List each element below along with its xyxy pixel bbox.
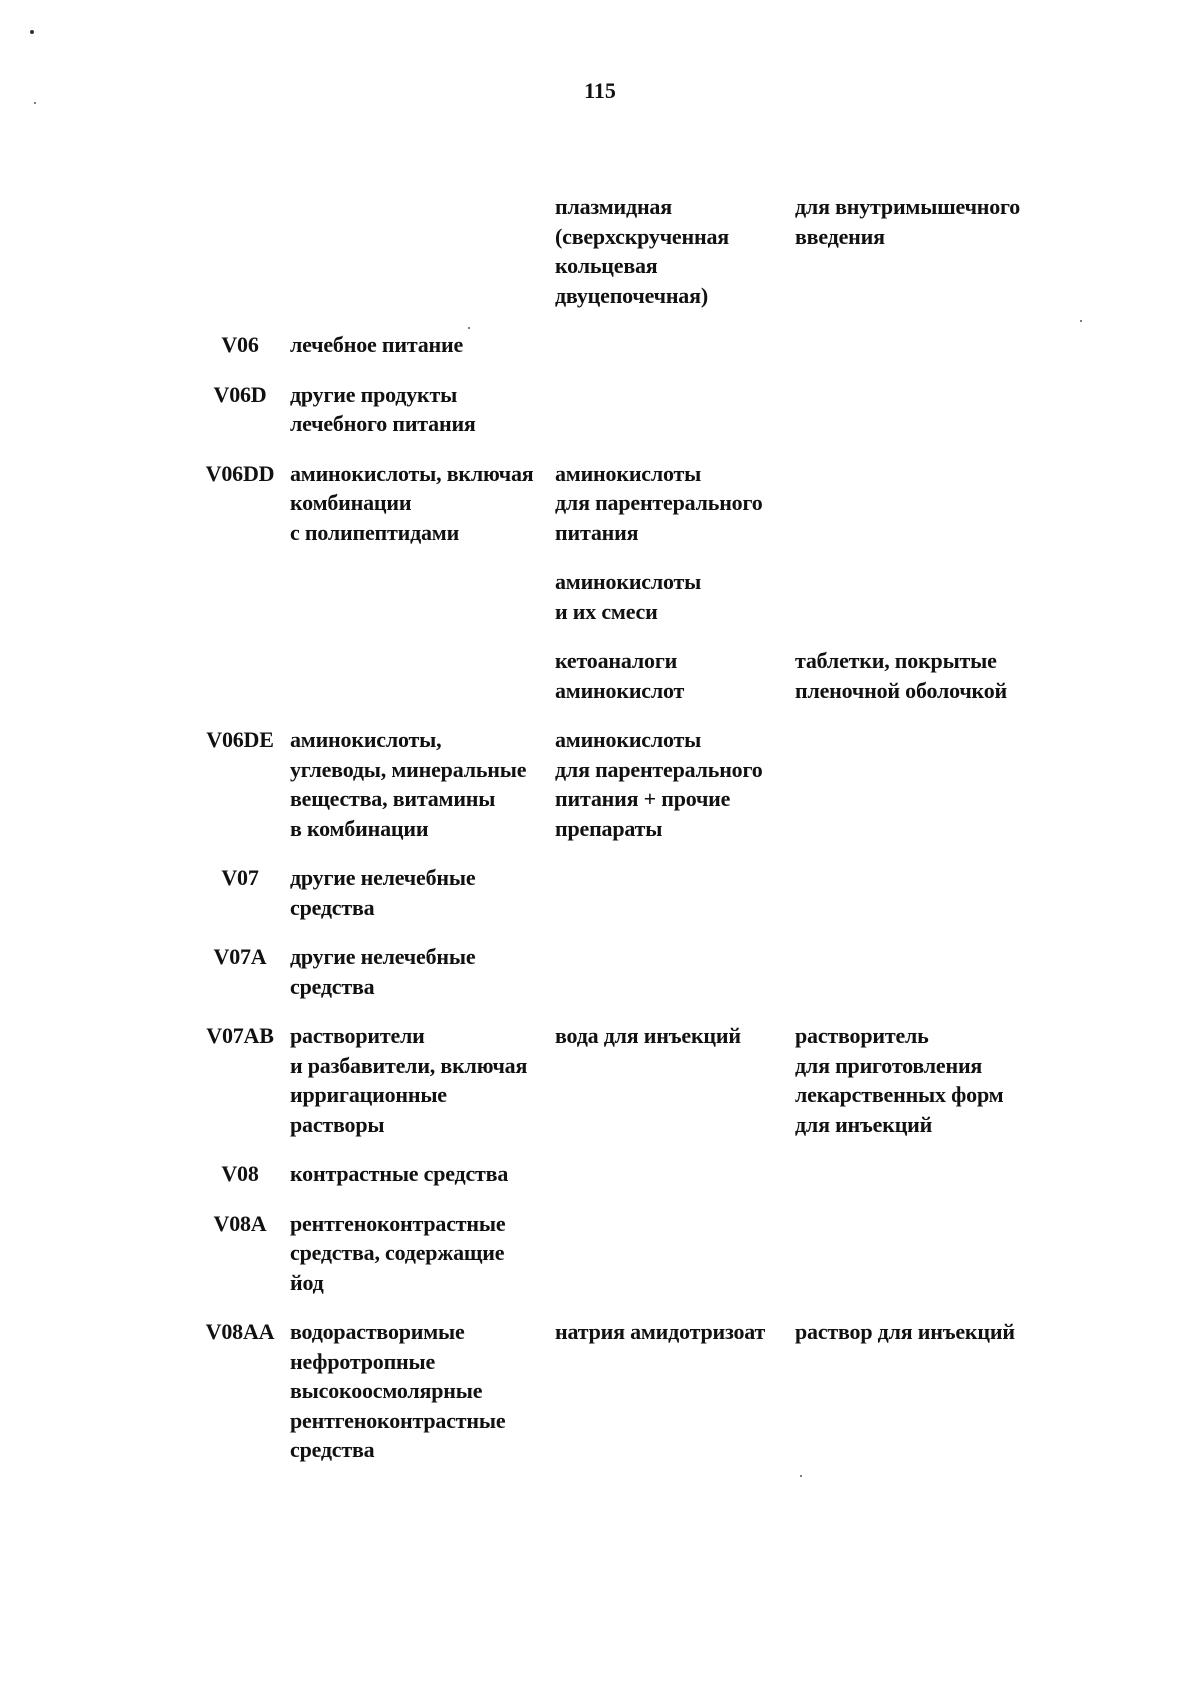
atc-code: V07A bbox=[213, 944, 267, 969]
drug-name: аминокислоты для парентерального питания + прочие препараты bbox=[555, 727, 763, 841]
table-row bbox=[190, 863, 1050, 922]
table-row bbox=[190, 567, 1050, 626]
dosage-form: таблетки, покрытые пленочной оболочкой bbox=[795, 648, 1008, 703]
drug-name: аминокислоты для парентерального питания bbox=[555, 460, 763, 545]
medication-table bbox=[190, 192, 1050, 1485]
table-row bbox=[190, 1209, 1050, 1298]
atc-code: V07AB bbox=[206, 1023, 274, 1048]
atc-code: V06DE bbox=[206, 727, 274, 752]
atc-group-name: аминокислоты, включая комбинации с полипептидами bbox=[290, 460, 534, 545]
page-number: 115 bbox=[584, 78, 616, 103]
table-row bbox=[190, 942, 1050, 1001]
drug-name: кетоаналоги аминокислот bbox=[555, 648, 685, 703]
atc-code: V08AA bbox=[205, 1319, 275, 1344]
atc-code: V06DD bbox=[205, 460, 275, 486]
dosage-form: для внутримышечного введения bbox=[795, 194, 1021, 249]
table-row bbox=[190, 725, 1050, 843]
table-row bbox=[190, 459, 1050, 548]
atc-group-name: аминокислоты, углеводы, минеральные вещества, витамины в комбинации bbox=[290, 727, 527, 841]
atc-group-name: рентгеноконтрастные средства, содержащие йод bbox=[290, 1210, 506, 1295]
dosage-form: раствор для инъекций bbox=[795, 1319, 1015, 1344]
table-row bbox=[190, 1317, 1050, 1465]
table-row bbox=[190, 192, 1050, 310]
table-row bbox=[190, 1159, 1050, 1189]
scan-artifact bbox=[30, 30, 34, 34]
atc-code: V06 bbox=[221, 332, 259, 357]
table-row bbox=[190, 380, 1050, 439]
atc-group-name: растворители и разбавители, включая ирригационные растворы bbox=[290, 1023, 528, 1137]
atc-code: V08A bbox=[213, 1210, 267, 1236]
scan-artifact bbox=[1080, 320, 1082, 322]
table-row bbox=[190, 330, 1050, 360]
atc-group-name: водорастворимые нефротропные высокоосмолярные рентгеноконтрастные средства bbox=[290, 1319, 506, 1462]
atc-group-name: другие нелечебные средства bbox=[290, 865, 476, 920]
atc-code: V07 bbox=[221, 865, 259, 890]
atc-group-name: другие нелечебные средства bbox=[290, 944, 476, 999]
atc-code: V08 bbox=[221, 1161, 259, 1186]
atc-code: V06D bbox=[213, 381, 267, 407]
dosage-form: растворитель для приготовления лекарственных форм для инъекций bbox=[795, 1023, 1004, 1137]
atc-group-name: другие продукты лечебного питания bbox=[290, 381, 476, 436]
atc-group-name: лечебное питание bbox=[290, 332, 464, 357]
drug-name: натрия амидотризоат bbox=[555, 1319, 766, 1344]
table-row bbox=[190, 1021, 1050, 1139]
atc-group-name: контрастные средства bbox=[290, 1161, 509, 1186]
drug-name: плазмидная (сверхскрученная кольцевая двуцепочечная) bbox=[555, 194, 729, 308]
drug-name: аминокислоты и их смеси bbox=[555, 569, 702, 624]
table-row bbox=[190, 646, 1050, 705]
drug-name: вода для инъекций bbox=[555, 1023, 741, 1048]
